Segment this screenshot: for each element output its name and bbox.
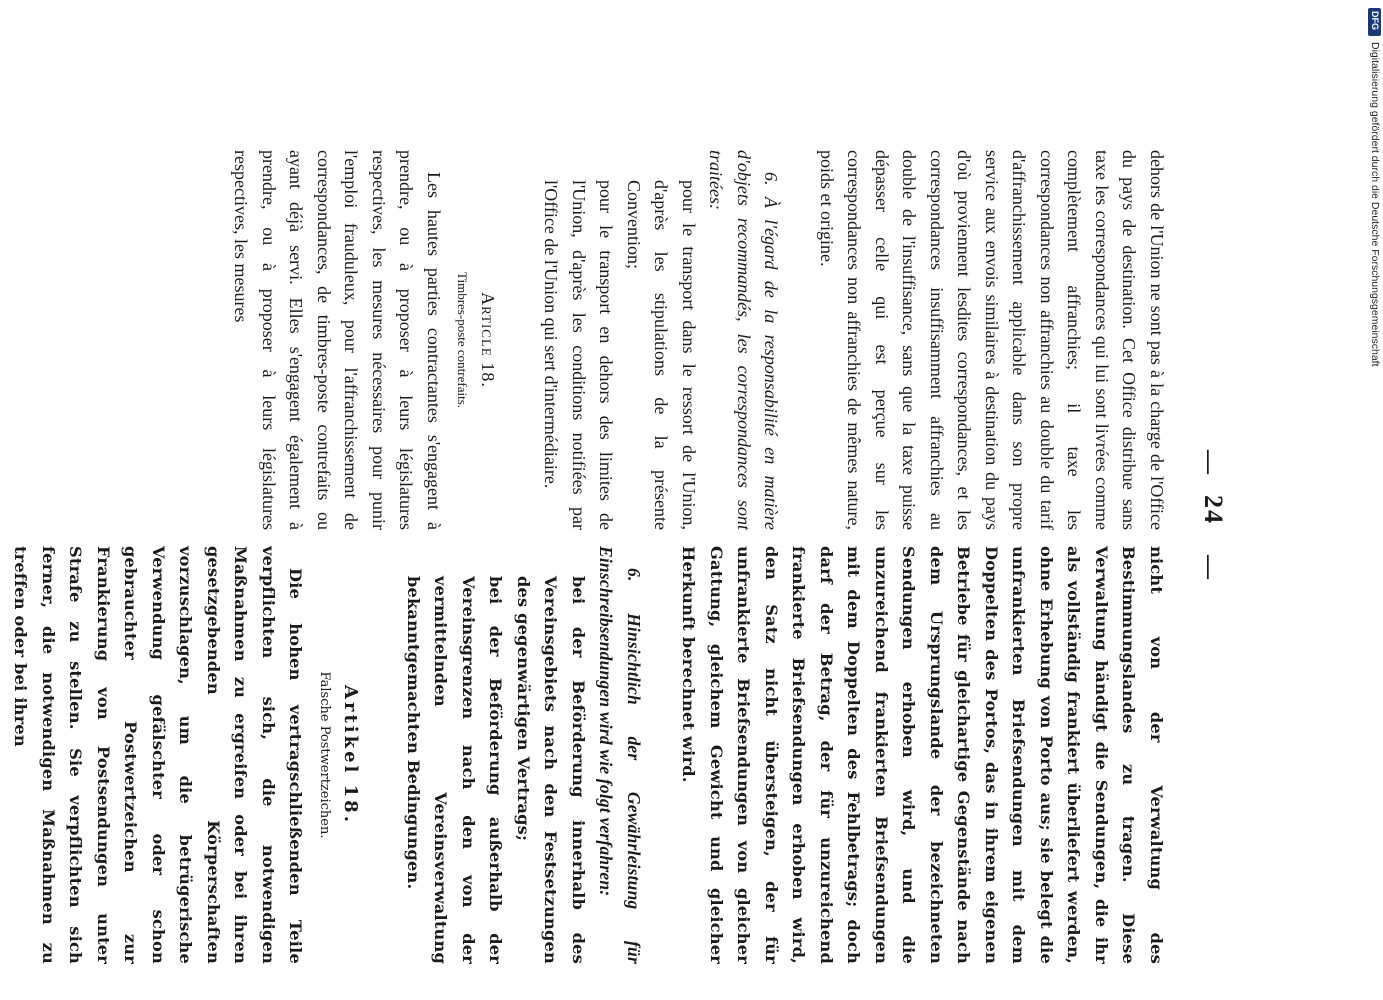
page-number: 24 <box>1199 495 1228 525</box>
german-article-subtitle: Falsche Postwertzeichen. <box>317 671 333 839</box>
german-article-paragraph: Die hohen vertragschließenden Teile verpflichten sich, die notwendigen Maßnahmen zu ergreifen oder bei ihren gesetzgebenden Körperschaften vorzuschlagen, um die betrügerische Verwendung gefälschter oder schon gebrauchter Postwertzeichen zur Frankierung von Postsendungen unter Strafe zu stellen. Sie verpflichten sich ferner, die notwendigen Maßnahmen zu treffen oder bei ihren <box>11 546 306 964</box>
french-article-paragraph: Les hautes parties contractantes s'engagent à prendre, ou à proposer à leurs législatures respectives, les mesures nécessaires pour punir l'emploi frauduleux, pour l'affranchissement de correspondances, de timbres-poste contrefaits ou ayant déjà servi. Elles s'engagent également à prendre, ou à proposer à leurs législatures respectives, les mesures <box>231 150 444 530</box>
folio-dash-left: — <box>1196 450 1222 476</box>
french-article-subtitle: Timbres-poste contrefaits. <box>455 272 470 408</box>
french-column <box>97 150 1170 530</box>
dfg-logo <box>1368 8 1381 36</box>
german-column <box>11 546 1170 964</box>
page-folio <box>1182 150 1232 970</box>
french-continuation-paragraph: dehors de l'Union ne sont pas à la charge de l'Office du pays de destination. Cet Office distribue sans taxe les correspondances qui lui sont livrées comme complètement affranchies; il taxe les correspondances non affranchies au double du tarif d'affranchissement applicable dans son propre service aux envois similaires à destination du pays d'où proviennent lesdites correspondances, et les correspondances insuffisamment affranchies au double de l'insuffisance, sans que la taxe puisse dépasser celle qui est perçue sur les correspondances non affranchies de mêmes nature, poids et origine. <box>817 150 1167 530</box>
french-item-6-b: pour le transport en dehors des limites de l'Union, d'après les conditions notifiées par l'Office de l'Union qui sert d'intermédiaire. <box>541 180 617 530</box>
french-item-6-intro: 6. À l'égard de la responsabilité en matière d'objets recommandés, les correspondances sont traitées: <box>706 150 782 530</box>
german-item-6-b: bei der Beförderung außerhalb der Vereinsgrenzen nach den von der vermittelnden Vereinsverwaltung bekanntgemachten Bedingungen. <box>404 576 506 964</box>
german-item-6-intro: 6. Hinsichtlich der Gewährleistung für Einschreibsendungen wird wie folgt verfahren: <box>596 546 644 964</box>
digitization-notice-text: Digitalisierung gefördert durch die Deutsche Forschungsgemeinschaft <box>1369 42 1381 367</box>
french-item-6-a: pour le transport dans le ressort de l'Union, d'après les stipulations de la présente Convention; <box>624 180 699 530</box>
german-continuation-paragraph: nicht von der Verwaltung des Bestimmungslandes zu tragen. Diese Verwaltung händigt die Sendungen, die ihr als vollständig frankiert überliefert werden, ohne Erhebung von Porto aus; sie belegt die unfrankierten Briefsendungen mit dem Doppelten des Portos, das in ihrem eigenen Betriebe für gleichartige Gegenstände nach dem Ursprungslande der bezeichneten Sendungen erhoben wird, und die unzureichend frankierten Briefsendungen mit dem Doppelten des Fehlbetrags; doch darf der Betrag, der für unzureichend frankierte Briefsendungen erhoben wird, den Satz nicht übersteigen, der für unfrankierte Briefsendungen von gleicher Gattung, gleichem Gewicht und gleicher Herkunft berechnet wird. <box>679 546 1166 964</box>
rotated-page-content <box>11 150 1232 970</box>
dfg-logo-text: DFG <box>1370 11 1380 30</box>
german-item-6-a: bei der Beförderung innerhalb des Vereinsgebiets nach den Festsetzungen des gegenwärtigen Vertrags; <box>514 576 588 964</box>
folio-dash-right: — <box>1196 555 1222 581</box>
german-article-title: Artikel 18. <box>340 685 362 825</box>
digitization-notice <box>1370 42 1382 392</box>
french-article-title: Article 18. <box>478 292 498 388</box>
